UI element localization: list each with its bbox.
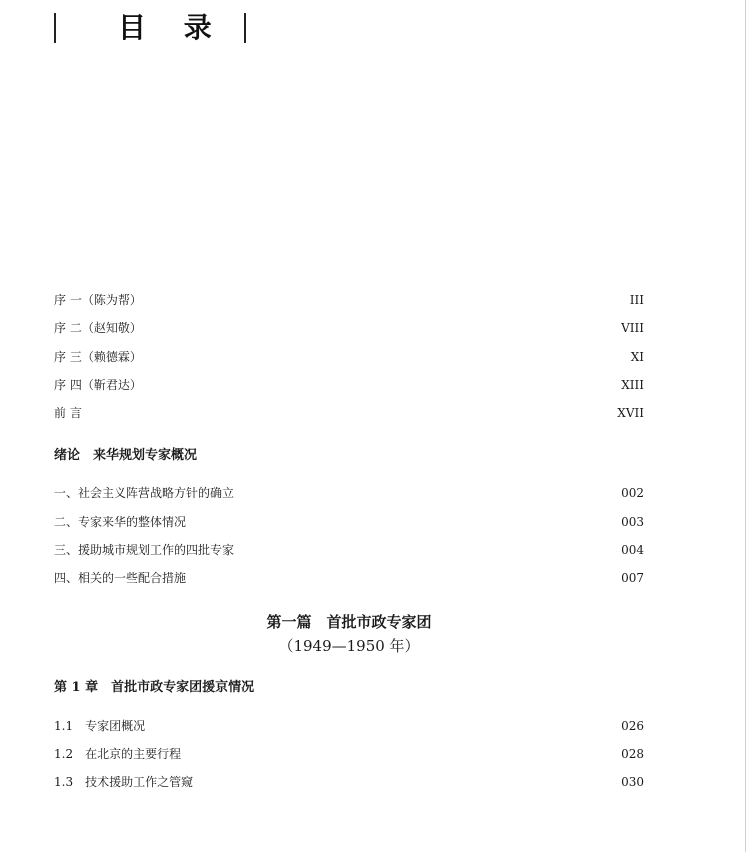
- toc-entry-1-1[interactable]: [54, 716, 644, 736]
- toc-entry-intro-1[interactable]: [54, 483, 644, 503]
- toc-entry-page: 004: [621, 543, 644, 557]
- toc-entry-label: 前 言: [54, 406, 82, 420]
- toc-entry-label: 序 二（赵知敬）: [54, 321, 142, 335]
- toc-entry-intro-3[interactable]: [54, 540, 644, 560]
- title-right-bar: [244, 13, 246, 43]
- toc-entry-label: 序 一（陈为帮）: [54, 293, 142, 307]
- toc-entry-page: 003: [621, 515, 644, 529]
- toc-entry-label: 四、相关的一些配合措施: [54, 571, 187, 585]
- title-left-bar: [54, 13, 56, 43]
- toc-entry-page: VIII: [621, 321, 644, 335]
- intro-heading: 绪论 来华规划专家概况: [54, 448, 198, 463]
- toc-title: 目 录: [118, 11, 226, 44]
- toc-entry-page: 007: [621, 571, 644, 585]
- toc-entry-page: 026: [621, 719, 644, 733]
- part-one-title: 第一篇 首批市政专家团: [266, 613, 432, 631]
- toc-entry-label: 一、社会主义阵营战略方针的确立: [54, 486, 235, 500]
- toc-entry-preface-1[interactable]: [54, 290, 644, 310]
- toc-entry-page: 030: [621, 775, 644, 789]
- chapter-one-heading: 第 1 章 首批市政专家团援京情况: [54, 680, 255, 695]
- toc-entry-preface-3[interactable]: [54, 347, 644, 367]
- toc-entry-page: XIII: [621, 378, 644, 392]
- toc-entry-page: 002: [621, 486, 644, 500]
- part-one-years: （1949—1950 年）: [278, 637, 420, 655]
- toc-entry-preface-4[interactable]: [54, 375, 644, 395]
- toc-entry-page: 028: [621, 747, 644, 761]
- page-edge-line: [745, 0, 746, 852]
- toc-entry-page: XVII: [617, 406, 644, 420]
- toc-entry-intro-2[interactable]: [54, 512, 644, 532]
- toc-entry-1-2[interactable]: [54, 744, 644, 764]
- toc-entry-label: 序 四（靳君达）: [54, 378, 142, 392]
- toc-entry-page: XI: [630, 350, 644, 364]
- toc-entry-label: 1.3 技术援助工作之管窥: [54, 775, 194, 789]
- toc-entry-label: 三、援助城市规划工作的四批专家: [54, 543, 235, 557]
- toc-entry-page: III: [629, 293, 644, 307]
- toc-entry-foreword[interactable]: [54, 403, 644, 423]
- toc-entry-1-3[interactable]: [54, 772, 644, 792]
- toc-entry-label: 序 三（赖德霖）: [54, 350, 142, 364]
- toc-entry-preface-2[interactable]: [54, 318, 644, 338]
- toc-entry-intro-4[interactable]: [54, 568, 644, 588]
- toc-entry-label: 1.2 在北京的主要行程: [54, 747, 182, 761]
- toc-entry-label: 1.1 专家团概况: [54, 719, 146, 733]
- toc-entry-label: 二、专家来华的整体情况: [54, 515, 187, 529]
